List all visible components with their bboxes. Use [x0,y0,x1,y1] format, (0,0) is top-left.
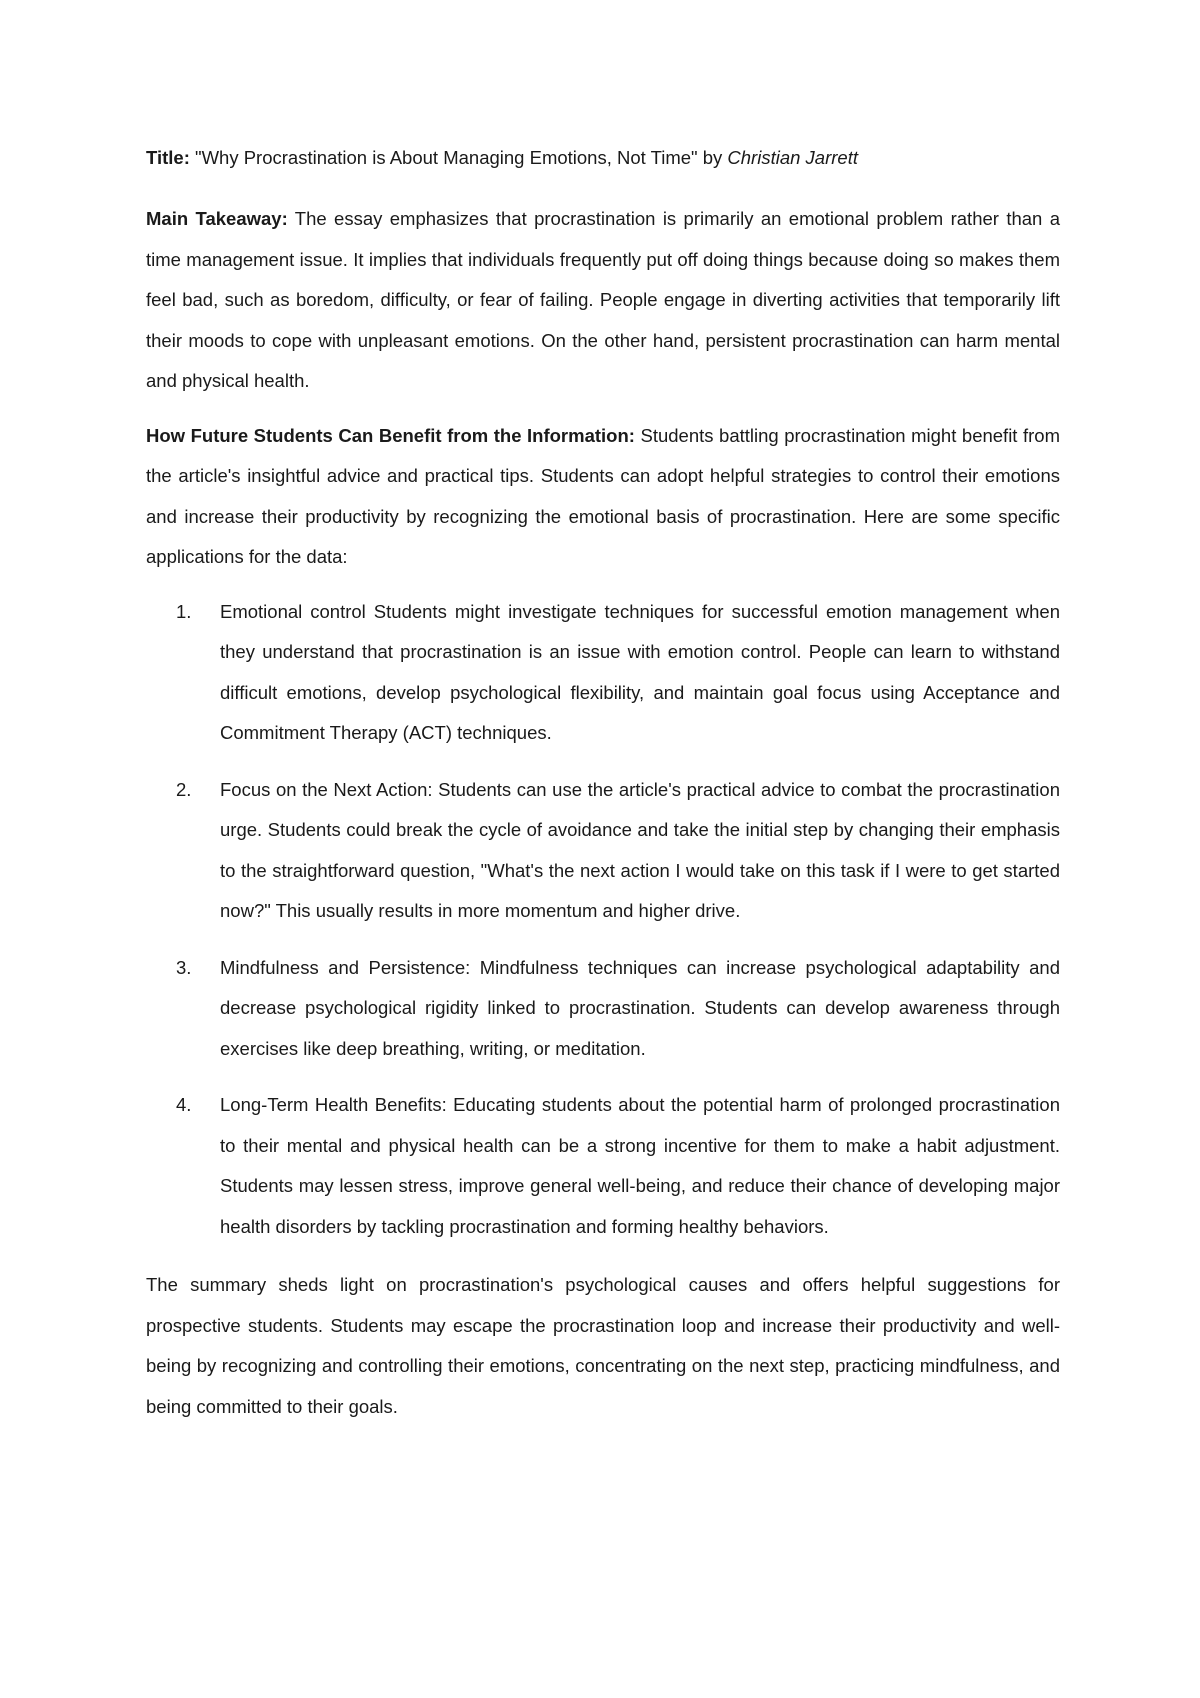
list-item [146,948,1060,1070]
main-takeaway-paragraph [146,199,1060,402]
title-text: "Why Procrastination is About Managing Emotions, Not Time" by [189,147,728,168]
list-item-number: 4. [176,1094,192,1115]
list-item-number: 1. [176,600,192,622]
title-author: Christian Jarrett [727,147,858,168]
list-item-text: Emotional control Students might investigate techniques for successful emotion management when they understand that procrastination is an issue with emotion control. People can learn to withstand difficult emotions, develop psychological flexibility, and maintain goal focus using Acceptance and Commitment Therapy (ACT) techniques. [220,600,1060,743]
benefit-paragraph [146,416,1060,578]
list-item-number: 2. [176,778,192,800]
list-item [146,770,1060,932]
list-item-text: Focus on the Next Action: Students can use the article's practical advice to combat the procrastination urge. Students could break the cycle of avoidance and take the initial step by changing their emphasis to the straightforward question, "What's the next action I would take on this task if I were to get started now?" This usually results in more momentum and higher drive. [220,778,1060,921]
list-item [146,592,1060,754]
benefit-label: How Future Students Can Benefit from the Information: [146,424,635,446]
benefit-text: Students battling procrastination might benefit from the article's insightful advice and practical tips. Students can adopt helpful strategies to control their emotions and increase their productivity by recognizing the emotional basis of procrastination. Here are some specific applications for the data: [146,424,1060,567]
main-takeaway-text: The essay emphasizes that procrastination is primarily an emotional problem rather than a time management issue. It implies that individuals frequently put off doing things because doing so makes them feel bad, such as boredom, difficulty, or fear of failing. People engage in diverting activities that temporarily lift their moods to cope with unpleasant emotions. On the other hand, persistent procrastination can harm mental and physical health. [146,208,1060,391]
title-line [146,143,1060,173]
list-item-number: 3. [176,956,192,978]
summary-paragraph: The summary sheds light on procrastination's psychological causes and offers helpful suggestions for prospective students. Students may escape the procrastination loop and increase their productivity and well-being by recognizing and controlling their emotions, concentrating on the next step, practicing mindfulness, and being committed to their goals. [146,1274,1060,1417]
title-label: Title: [146,147,190,168]
document-body [146,143,1060,1441]
list-item [146,1085,1060,1247]
main-takeaway-label: Main Takeaway: [146,208,288,229]
list-item-text: Mindfulness and Persistence: Mindfulness techniques can increase psychological adaptability and decrease psychological rigidity linked to procrastination. Students can develop awareness through exercises like deep breathing, writing, or meditation. [220,956,1060,1059]
list-item-text: Long-Term Health Benefits: Educating students about the potential harm of prolonged procrastination to their mental and physical health can be a strong incentive for them to make a habit adjustment. Students may lessen stress, improve general well-being, and reduce their chance of developing major health disorders by tackling procrastination and forming healthy behaviors. [220,1094,1060,1237]
applications-list [146,592,1060,1248]
